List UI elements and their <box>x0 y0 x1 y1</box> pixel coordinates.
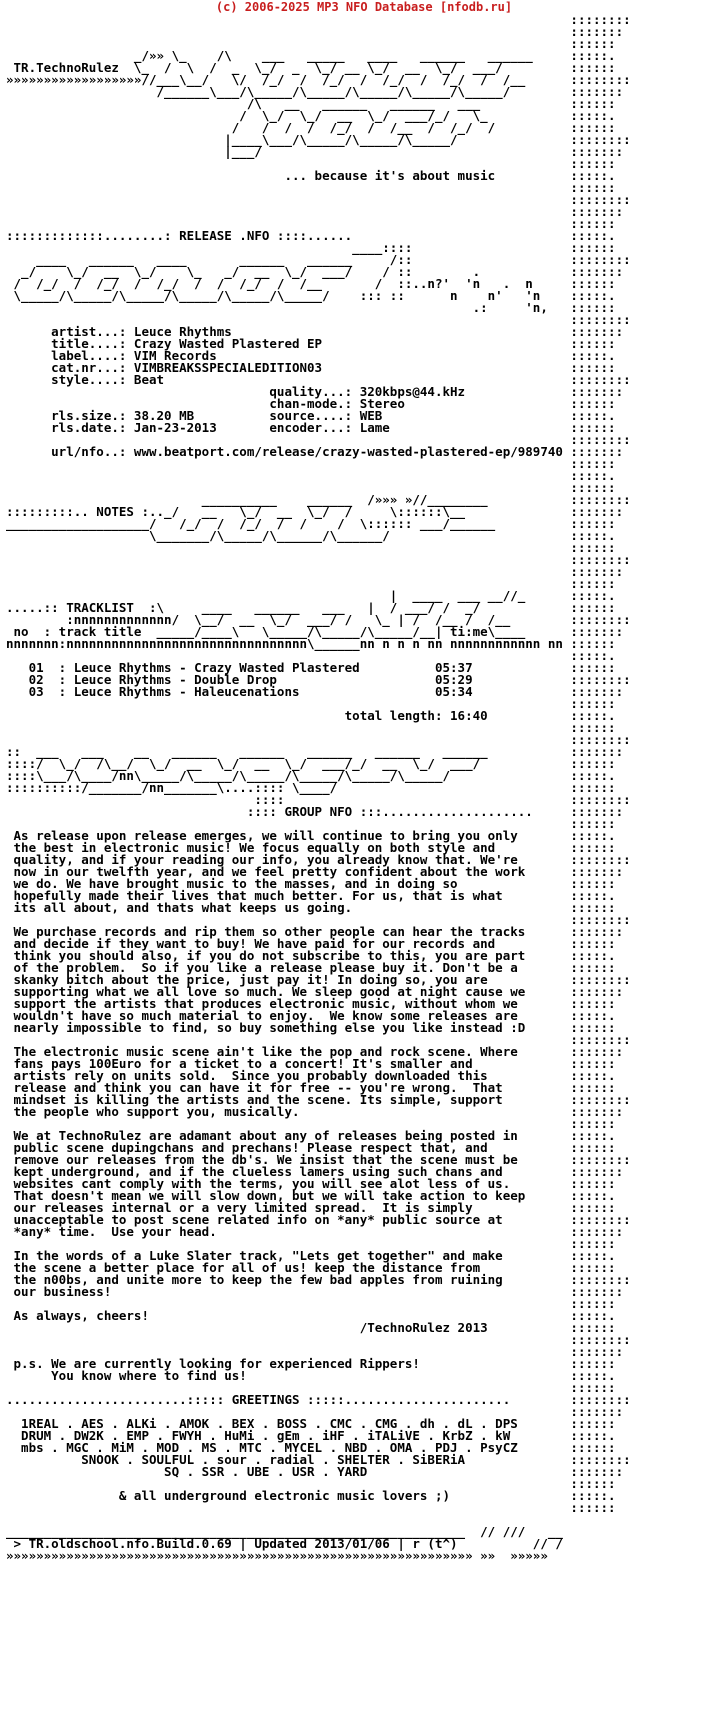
site-header: (c) 2006-2025 MP3 NFO Database [nfodb.ru] <box>215 0 513 14</box>
nfo-text: :::::::: ::::::: :::::: _/»» \_ /\ ___ _____ ____ ______ ______ :::::. TR.TechnoRulez \_ / \ / _ \_/ _ \_/ __ \_/ __ \_/ ___/ :::::: »»»»»»»»»»»»»»»»»»//___\__/ \/ /_/ / /_/ / /_/ / /_/ / /__ :::::::: /______\___/\_____/\_____/\_____/\_____/\_____/ ::::::: /\ __ ______ ______ ___ :::::: / \_/ \_/ __ \_/ ___/_/ \_ :::::. / / / / /_/ / /__ / /_/ / :::::: |____\___/\_____/\_____/\_____/ :::::::: |___/ ::::::: :::::: ... because it's about music :::::. :::::: :::::::: ::::::: :::::: :::::::::::::........: RELEASE .NFO ::::...... :::::. ____:::: :::::: ____ ______ ____ ______ ______ /:: :::::::: _/ \_/ __ \_/ \_ _/ __ \_/ ___/ / :: . ::::::: / /_/ / /_/ / /_/ / / /_/ / /__ / ::..n?' 'n . n :::::: \_____/\_____/\_____/\_____/\_____/\_____/ ::: :: n n' 'n :::::. .: 'n, :::::: :::::::: artist...: Leuce Rhythms ::::::: title....: Crazy Wasted Plastered EP :::::: label....: VIM Records :::::. cat.nr...: VIMBREAKSSPECIALEDITION03 :::::: style....: Beat :::::::: quality...: 320kbps@44.kHz ::::::: chan-mode.: Stereo :::::: rls.size.: 38.20 MB source....: WEB :::::. rls.date.: Jan-23-2013 encoder...: Lame :::::: :::::::: url/nfo..: www.beatport.com/release/crazy-wasted-plastered-ep/989740 ::::::: :::::: :::::. :::::: __________ ______ /»»» »//________ :::::::: :::::::::.. NOTES :.._/ __ \_/ __ \_/ / \::::::\__ ::::::: ___________________/ /_/ / /_/ / / / \:::::: ___/______ :::::: \_______/\_____/\______/\______/ :::::. :::::: :::::::: ::::::: :::::: | ____ ___ __//_ :::::. .....:: TRACKLIST :\ ____ ______ ___ | / ___/ / _/ :::::: :nnnnnnnnnnnnn/ \__/ __ \_/ ___/ / \_ | / /__ / /__ :::::::: no : track title _____/____\ \_____/\_____/\_____/__| ti:me\____ ::::::: nnnnnnn:nnnnnnnnnnnnnnnnnnnnnnnnnnnnnnnn\______nn n n n nn nnnnnnnnnnnn nn :::::: :::::. 01 : Leuce Rhythms - Crazy Wasted Plastered 05:37 :::::: 02 : Leuce Rhythms - Double Drop 05:29 :::::::: 03 : Leuce Rhythms - Haleucenations 05:34 ::::::: :::::: total length: 16:40 :::::. :::::: :::::::: :: ___ ___ __ ______ ______ ______ ______ ______ ::::::: ::::/ \_/ /\__/ \_/ __ \_/ __ \_/ ___/_/ __ \_/ ___/ :::::: ::::\___/\____/nn\_____/\_____/\_____/\_____/\_____/\_____/ :::::. ::::::::::/_______/nn_______\....:::: \____/ :::::: :::: :::::::: :::: GROUP NFO :::.................... ::::::: :::::: As release upon release emerges, we will continue to bring you only :::::. the best in electronic music! We focus equally on both style and :::::: quality, and if your reading our info, you already know that. We're :::::::: now in our twelfth year, and we feel pretty confident about the work ::::::: we do. We have brought music to the masses, and in doing so :::::: hopefully made their lives that much better. For us, that is what :::::. its all about, and thats what keeps us going. :::::: :::::::: We purchase records and rip them so other people can hear the tracks ::::::: and decide if they want to buy! We have paid for our records and :::::: think you should also, if you do not subscribe to this, you are part :::::. of the problem. So if you like a release please buy it. Don't be a :::::: skanky bitch about the price, just pay it! In doing so, you are :::::::: supporting what we all love so much. We sleep good at night cause we ::::::: support the artists that produces electronic music, without whom we :::::: wouldn't have so much material to enjoy. We know some releases are :::::. nearly impossible to find, so buy something else you like instead :D :::::: :::::::: The electronic music scene ain't like the pop and rock scene. Where ::::::: fans pays 100Euro for a ticket to a concert! It's smaller and :::::: artists rely on units sold. Since you probably downloaded this :::::. release and think you can have it for free -- you're wrong. That :::::: mindset is killing the artists and the scene. Its simple, support :::::::: the people who support you, musically. ::::::: :::::: We at TechnoRulez are adamant about any of releases being posted in :::::. public scene dupingchans and prechans! Please respect that, and :::::: remove our releases from the db's. We insist that the scene must be :::::::: kept underground, and if the clueless lamers using such chans and ::::::: websites cant comply with the terms, you will see alot less of us. :::::: That doesn't mean we will slow down, but we will take action to keep :::::. our releases internal or a very limited spread. It is simply :::::: unacceptable to post scene related info on *any* public source at :::::::: *any* time. Use your head. ::::::: :::::: In the words of a Luke Slater track, "Lets get together" and make :::::. the scene a better place for all of us! keep the distance from :::::: the n00bs, and unite more to keep the few bad apples from ruining :::::::: our business! ::::::: :::::: As always, cheers! :::::. /TechnoRulez 2013 :::::: :::::::: ::::::: p.s. We are currently looking for experienced Rippers! :::::: You know where to find us! :::::. :::::: ........................::::: GREETINGS :::::...................... :::::::: ::::::: 1REAL . AES . ALKi . AMOK . BEX . BOSS . CMC . CMG . dh . dL . DPS :::::: DRUM . DW2K . EMP . FWYH . HuMi . gEm . iHF . iTALiVE . KrbZ . kW :::::. mbs . MGC . MiM . MOD . MS . MTC . MYCEL . NBD . OMA . PDJ . PsyCZ :::::: SNOOK . SOULFUL . sour . radial . SHELTER . SiBERiA :::::::: SQ . SSR . UBE . USR . YARD ::::::: :::::: & all underground electronic music lovers ;) :::::. :::::: _____________________________________________________________ // /// __ > TR.oldschool.nfo.Build.0.69 | Updated 2013/01/06 | r (t^) // / »»»»»»»»»»»»»»»»»»»»»»»»»»»»»»»»»»»»»»»»»»»»»»»»»»»»»»»»»»»»»» »» »»»»» <box>6 14 631 1562</box>
